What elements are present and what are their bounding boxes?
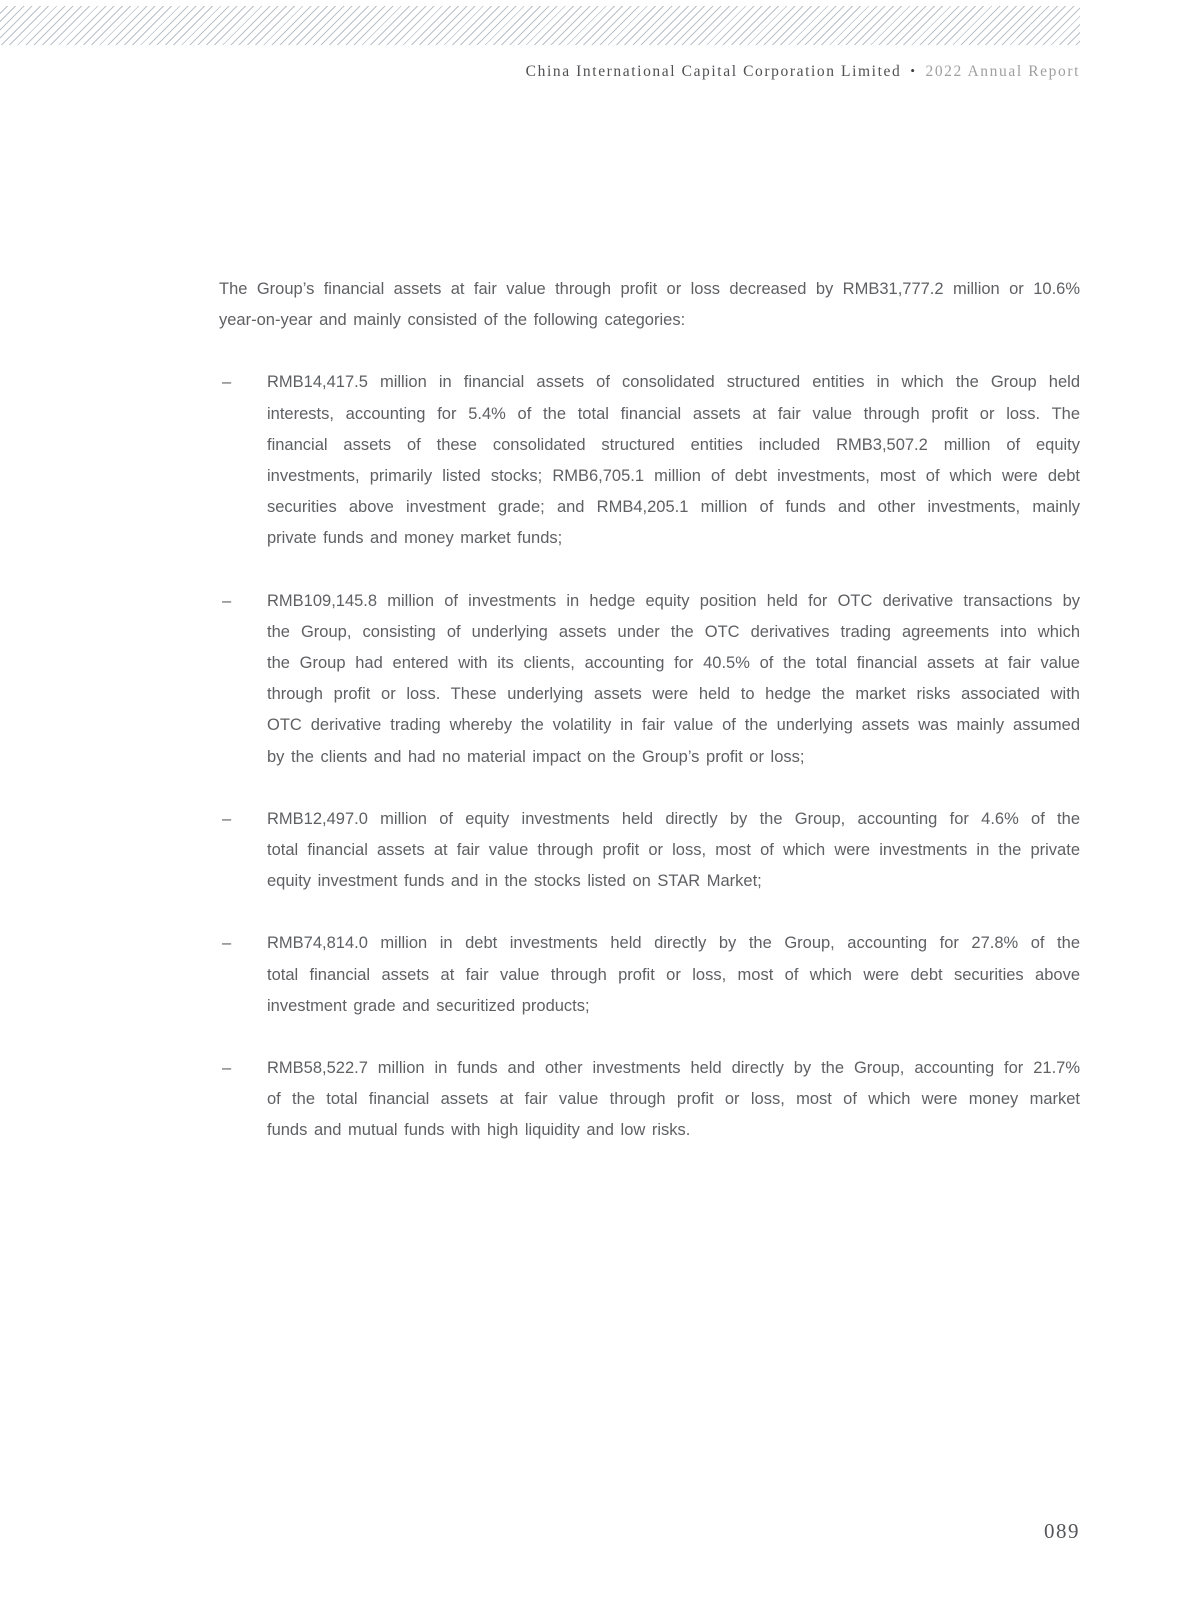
bullet-item [219, 928, 1080, 1022]
bullet-separator-icon: • [910, 63, 917, 78]
bullet-text [267, 367, 1080, 554]
diagonal-hatch-band [0, 6, 1080, 45]
page-number: 089 [1044, 1519, 1080, 1543]
bullet-text [267, 586, 1080, 773]
running-header [0, 63, 1080, 81]
bullet-item [219, 586, 1080, 773]
bullet-dash: – [222, 591, 232, 610]
text-line: through profit or loss. These underlying assets were held to hedge the market risks associated with [267, 685, 1080, 704]
text-line: RMB74,814.0 million in debt investments held directly by the Group, accounting for 27.8% of the [267, 934, 1080, 953]
bullet-text [267, 804, 1080, 898]
text-line: of the total financial assets at fair value through profit or loss, most of which were money market [267, 1090, 1080, 1109]
page-content [219, 274, 1080, 1147]
text-line: equity investment funds and in the stocks listed on STAR Market; [267, 872, 762, 891]
text-line: interests, accounting for 5.4% of the total financial assets at fair value through profit or loss. The [267, 404, 1080, 423]
text-line: RMB109,145.8 million of investments in hedge equity position held for OTC derivative transactions by [267, 591, 1080, 610]
text-line: RMB14,417.5 million in financial assets of consolidated structured entities in which the Group held [267, 373, 1080, 392]
report-title: 2022 Annual Report [925, 63, 1080, 80]
bullet-dash: – [222, 373, 232, 392]
bullet-item [219, 804, 1080, 898]
bullet-item [219, 1053, 1080, 1147]
bullet-text [267, 1053, 1080, 1147]
company-name: China International Capital Corporation Limited [525, 63, 902, 80]
bullet-text [267, 928, 1080, 1022]
text-line: funds and mutual funds with high liquidity and low risks. [267, 1121, 691, 1140]
intro-paragraph [219, 274, 1080, 336]
bullet-dash: – [222, 1059, 232, 1078]
text-line: RMB12,497.0 million of equity investments held directly by the Group, accounting for 4.6% of the [267, 809, 1080, 828]
text-line: total financial assets at fair value through profit or loss, most of which were investments in the private [267, 841, 1080, 860]
text-line: the Group had entered with its clients, accounting for 40.5% of the total financial assets at fair value [267, 654, 1080, 673]
bullet-item [219, 367, 1080, 554]
text-line: the Group, consisting of underlying assets under the OTC derivatives trading agreements into which [267, 622, 1080, 641]
text-line: OTC derivative trading whereby the volatility in fair value of the underlying assets was mainly assumed [267, 716, 1080, 735]
text-line: private funds and money market funds; [267, 529, 563, 548]
text-line: RMB58,522.7 million in funds and other investments held directly by the Group, accounting for 21.7% [267, 1059, 1080, 1078]
text-line: securities above investment grade; and RMB4,205.1 million of funds and other investments, mainly [267, 498, 1080, 517]
bullet-dash: – [222, 809, 232, 828]
text-line: investments, primarily listed stocks; RMB6,705.1 million of debt investments, most of which were debt [267, 467, 1080, 486]
text-line: by the clients and had no material impact on the Group’s profit or loss; [267, 747, 805, 766]
text-line: The Group’s financial assets at fair value through profit or loss decreased by RMB31,777.2 million or 10.6% [219, 280, 1080, 298]
text-line: investment grade and securitized products; [267, 996, 590, 1015]
text-line: year-on-year and mainly consisted of the following categories: [219, 311, 686, 330]
text-line: financial assets of these consolidated structured entities included RMB3,507.2 million of equity [267, 435, 1080, 454]
bullet-dash: – [222, 934, 232, 953]
text-line: total financial assets at fair value through profit or loss, most of which were debt securities above [267, 965, 1080, 984]
